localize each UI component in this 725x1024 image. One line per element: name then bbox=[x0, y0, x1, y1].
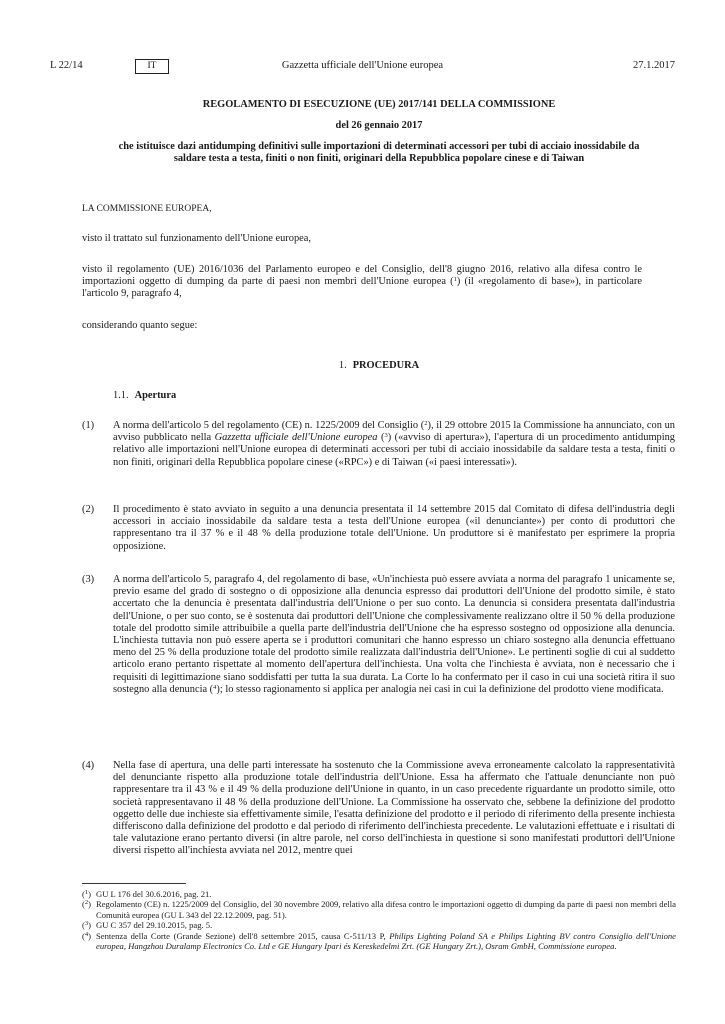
footnote-divider bbox=[82, 883, 186, 884]
page-header bbox=[50, 59, 675, 75]
regulation-subject: che istituisce dazi antidumping definitivi sulle importazioni di determinati accessori per tubi di acciaio inossidabile da saldare testa a testa, finiti o non finiti, originari della Repubblica popolare cinese e di Taiwan bbox=[118, 141, 640, 164]
section-heading: 1. PROCEDURA bbox=[338, 360, 420, 371]
footnote-ref[interactable]: 4 bbox=[213, 683, 217, 691]
footnote-ref[interactable]: 3 bbox=[384, 432, 388, 440]
footnote-1: ($^1$) GU L 176 del 30.6.2016, pag. 21. bbox=[82, 889, 212, 899]
whereas-intro: considerando quanto segue: bbox=[82, 320, 198, 331]
regulation-title: REGOLAMENTO DI ESECUZIONE (UE) 2017/141 DELLA COMMISSIONE bbox=[202, 99, 556, 110]
recital-text: A norma dell'articolo 5 del regolamento (CE) n. 1225/2009 del Consiglio ($^2$), il 29 ottobre 2015 la Commissione ha annunciato, con un avviso pubblicato nella Gazzetta ufficiale dell'Unione europea ($^3$) («avviso di apertura»), l'apertura di un procedimento antidumping relativo alle importazioni nell'Unione europea di determinati accessori per tubi di acciaio inossidabile da saldare testa a testa, finiti o non finiti, originari della Repubblica popolare cinese («RPC») e di Taiwan («i paesi interessati»). bbox=[113, 420, 675, 468]
recital-number: (4) bbox=[82, 760, 95, 771]
citation-basic-regulation: visto il regolamento (UE) 2016/1036 del Parlamento europeo e del Consiglio, dell'8 giugno 2016, relativo alla difesa contro le importazioni oggetto di dumping da parte di paesi non membri dell'Unione europea ($^1$) (il «regolamento di base»), in particolare l'articolo 9, paragrafo 4, bbox=[82, 264, 642, 300]
publication-date: 27.1.2017 bbox=[633, 60, 675, 71]
language-box: IT bbox=[135, 59, 169, 74]
footnote-ref[interactable]: 1 bbox=[453, 276, 457, 284]
recital-text: Il procedimento è stato avviato in seguito a una denuncia presentata il 14 settembre 2015 dal Comitato di difesa dell'industria degli accessori in acciaio inossidabile da saldare testa a testa dell'Unione europea («il denunciante») per conto di produttori che rappresentano tra il 37 % e il 48 % della produzione totale dell'Unione. Un produttore si è manifestato per esprimere la propria opposizione. bbox=[113, 504, 675, 552]
footnote-4: ($^4$) Sentenza della Corte (Grande Sezione) dell'8 settembre 2015, causa C-511/13 P, Philips Lighting Poland SA e Philips Lighting BV contro Consiglio dell'Unione europea, Hangzhou Duralamp Electronics Co. Ltd e GE Hungary Ipari és Kereskedelmi Zrt. (GE Hungary Zrt.), Osram GmbH, Commissione europea. bbox=[82, 930, 677, 952]
footnotes bbox=[82, 889, 676, 951]
publication-name: Gazzetta ufficiale dell'Unione europea bbox=[281, 60, 444, 71]
footnote-ref[interactable]: 2 bbox=[424, 420, 428, 427]
subsection-heading: 1.1. Apertura bbox=[113, 390, 177, 401]
recital-number: (3) bbox=[82, 574, 95, 585]
citation-treaty: visto il trattato sul funzionamento dell'Unione europea, bbox=[82, 233, 311, 244]
regulation-date: del 26 gennaio 2017 bbox=[335, 120, 423, 131]
recital-number: (2) bbox=[82, 504, 95, 515]
footnote-2: ($^2$) Regolamento (CE) n. 1225/2009 del Consiglio, del 30 novembre 2009, relativo alla difesa contro le importazioni oggetto di dumping da parte di paesi non membri della Comunità europea (GU L 343 del 22.12.2009, pag. 51). bbox=[82, 899, 676, 920]
commission-heading: LA COMMISSIONE EUROPEA, bbox=[82, 204, 212, 214]
recital-text: Nella fase di apertura, una delle parti interessate ha sostenuto che la Commissione aveva erroneamente calcolato la rappresentatività del denunciante rispetto alla produzione totale dell'industria dell'Unione. Essa ha affermato che l'attuale denunciante non può rappresentare tra il 43 % e il 49 % della produzione dell'Unione in quanto, in un caso precedente riguardante un prodotto simile, otto società rappresentavano il 48 % della produzione dell'Unione. La Commissione ha osservato che, sebbene la definizione del prodotto oggetto delle due inchieste sia effettivamente simile, l'esatta definizione del prodotto e il periodo di riferimento della presente inchiesta differiscono dalla definizione del prodotto e dal periodo di riferimento dell'inchiesta precedente. Le valutazioni effettuate e i risultati di tale valutazione erano pertanto diversi (in altre parole, nel corso dell'inchiesta in questione si sono manifestati produttori dell'Unione diversi rispetto all'inchiesta avviata nel 2012, mentre quei bbox=[113, 760, 675, 857]
recital-text: A norma dell'articolo 5, paragrafo 4, del regolamento di base, «Un'inchiesta può essere avviata a norma del paragrafo 1 unicamente se, previo esame del grado di sostegno o di opposizione alla denuncia espresso dai produttori dell'Unione del prodotto simile, è stato accertato che la denuncia è presentata dall'industria dell'Unione o per suo conto. La denuncia si considera presentata dall'industria dell'Unione, o per suo conto, se è sostenuta dai produttori dell'Unione che complessivamente realizzano oltre il 50 % della produzione totale del prodotto simile attribuibile a quella parte dell'industria dell'Unione che ha espresso sostegno od opposizione alla denuncia. L'inchiesta tuttavia non può essere aperta se i produttori comunitari che hanno espresso un chiaro sostegno alla denuncia effettuano meno del 25 % della produzione totale del prodotto simile realizzata dall'industria dell'Unione». Le pertinenti soglie di cui al suddetto articolo erano pertanto rispettate al momento dell'apertura dell'inchiesta. Una volta che l'inchiesta è avviata, non è necessario che i requisiti di legittimazione siano soddisfatti per tutta la sua durata. La Corte lo ha confermato per il caso in cui una società ritira il suo sostegno alla denuncia ($^4$); lo stesso ragionamento si applica per analogia nei casi in cui la definizione del prodotto viene modificata. bbox=[113, 574, 675, 695]
footnote-3: ($^3$) GU C 357 del 29.10.2015, pag. 5. bbox=[82, 920, 213, 931]
page-code: L 22/14 bbox=[50, 60, 83, 71]
recital-number: (1) bbox=[82, 420, 95, 431]
